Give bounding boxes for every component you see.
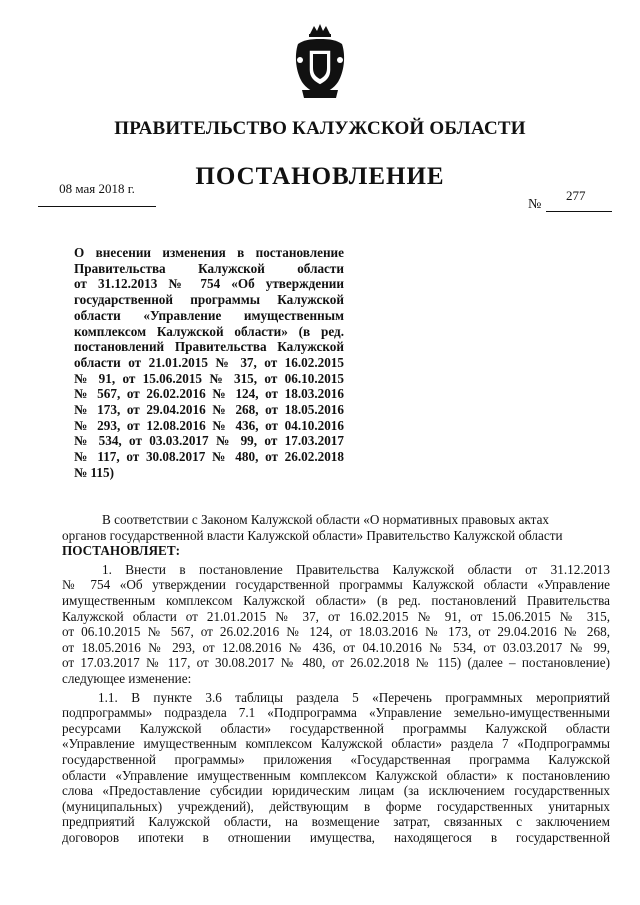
document-body (62, 512, 610, 845)
clause-1-line: Калужской области от 21.01.2015 № 37, от 16.02.2015 № 91, от 15.06.2015 № 315, (62, 608, 610, 624)
clause-1-line: от 06.10.2015 № 567, от 26.02.2016 № 124, от 18.03.2016 № 173, от 29.04.2016 № 268, (62, 624, 610, 640)
clause-1-line: имущественным комплексом Калужской области» (в ред. постановлений Правительства (62, 592, 610, 608)
document-date: 08 мая 2018 г. (59, 181, 135, 196)
subject-line: № 293, от 12.08.2016 № 436, от 04.10.2016 (74, 417, 344, 433)
clause-1-1-line: (муниципальных) учреждений), действующим в форме государственных унитарных (62, 798, 610, 814)
subject-line: области «Управление имущественным (74, 307, 344, 323)
subject-line: № 117, от 30.08.2017 № 480, от 26.02.2018 (74, 449, 344, 465)
subject-line: Правительства Калужской области (74, 260, 344, 276)
subject-line: № 91, от 15.06.2015 № 315, от 06.10.2015 (74, 370, 344, 386)
subject-line: постановлений Правительства Калужской (74, 339, 344, 355)
date-underline (38, 206, 156, 207)
clause-1-1-line: слова «Предоставление субсидии юридическим лицам (за исключением государственных (62, 783, 610, 799)
coat-of-arms-icon (290, 20, 350, 100)
clause-1-1-line: подпрограммы» подраздела 7.1 «Подпрограмма «Управление земельно-имущественными (62, 705, 610, 721)
number-underline (546, 211, 612, 212)
document-type-title: ПОСТАНОВЛЕНИЕ (195, 163, 445, 190)
government-title: ПРАВИТЕЛЬСТВО КАЛУЖСКОЙ ОБЛАСТИ (114, 118, 526, 139)
clause-1-1-line: предприятий Калужской области, на возмещение затрат, связанных с заключением (62, 814, 610, 830)
subject-line: № 115) (74, 464, 114, 480)
clause-1-line: следующее изменение: (62, 670, 192, 686)
clause-1-line: 1. Внести в постановление Правительства Калужской области от 31.12.2013 (102, 561, 610, 577)
clause-1-line: № 754 «Об утверждении государственной программы Калужской области «Управление (62, 577, 610, 593)
clause-1-1-line: «Управление имущественным комплексом Калужской области» раздела 7 «Подпрограммы (62, 736, 610, 752)
document-number: 277 (566, 188, 586, 203)
clause-1-1-line: договоров ипотеки в отношении имущества, находящегося в государственной (62, 829, 610, 845)
subject-heading (74, 245, 344, 481)
subject-line: государственной программы Калужской (74, 292, 344, 308)
clause-1-1-line: государственной программы» приложения «Государственная программа Калужской (62, 751, 610, 767)
preamble-line: В соответствии с Законом Калужской области «О нормативных правовых актах (102, 512, 550, 527)
subject-line: области от 21.01.2015 № 37, от 16.02.2015 (74, 354, 344, 370)
clause-1-1-line: области «Управление имущественным комплексом Калужской области» к постановлению (62, 767, 610, 783)
subject-line: № 534, от 03.03.2017 № 99, от 17.03.2017 (74, 433, 344, 449)
subject-line: от 31.12.2013 № 754 «Об утверждении (74, 276, 344, 292)
subject-line: О внесении изменения в постановление (74, 245, 344, 260)
subject-line: № 567, от 26.02.2016 № 124, от 18.03.2016 (74, 386, 344, 402)
decree-word: ПОСТАНОВЛЯЕТ: (62, 543, 181, 559)
clause-1-line: от 17.03.2017 № 117, от 30.08.2017 № 480, от 26.02.2018 № 115) (далее – постановление) (62, 655, 610, 671)
clause-1-line: от 18.05.2016 № 293, от 12.08.2016 № 436, от 04.10.2016 № 534, от 03.03.2017 № 99, (62, 639, 610, 655)
clause-1-1-line: ресурсами Калужской области» государственной программы Калужской области (62, 720, 610, 736)
preamble-line: органов государственной власти Калужской области» Правительство Калужской области (62, 527, 563, 543)
number-label: № (528, 197, 542, 212)
subject-line: комплексом Калужской области» (в ред. (74, 323, 344, 339)
subject-line: № 173, от 29.04.2016 № 268, от 18.05.2016 (74, 402, 344, 418)
clause-1-1-line: 1.1. В пункте 3.6 таблицы раздела 5 «Перечень программных мероприятий (98, 689, 610, 705)
